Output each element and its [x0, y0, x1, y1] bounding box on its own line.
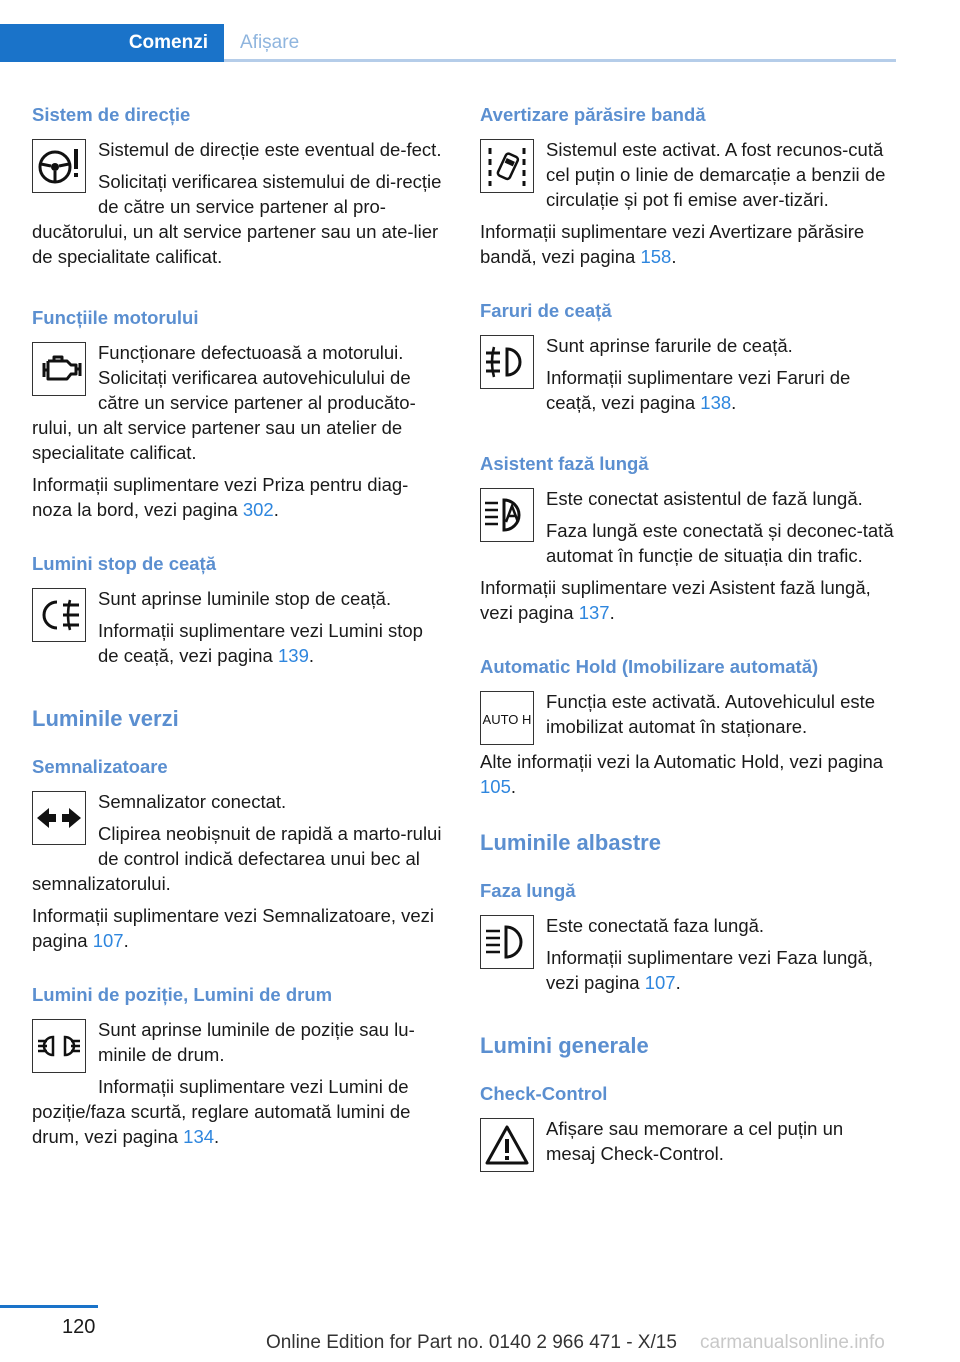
page-link-139[interactable]: 139	[278, 645, 309, 666]
page-link-137[interactable]: 137	[578, 602, 610, 623]
tab-comenzi[interactable]: Comenzi	[0, 24, 224, 62]
section-engine	[32, 306, 447, 522]
turn-text-2: Clipirea neobișnuit de rapidă a marto-rului de control indică defectarea unui bec al semnalizatorului.	[32, 823, 442, 894]
left-column	[32, 103, 447, 1186]
section-rear-fog	[32, 552, 447, 675]
high-beam-text-1: Este conectată faza lungă.	[546, 915, 765, 936]
rear-fog-text-2: Informații suplimentare vezi Lumini stop de ceață, vezi pagina 139.	[98, 620, 423, 666]
high-beam-icon	[480, 915, 534, 969]
engine-icon	[32, 342, 86, 396]
tab-afisare[interactable]: Afișare	[240, 32, 300, 53]
high-assist-text-3: Informații suplimentare vezi Asistent fază lungă, vezi pagina 137.	[480, 577, 871, 623]
page-link-158[interactable]: 158	[640, 246, 672, 267]
lane-text-2: Informații suplimentare vezi Avertizare părăsire bandă, vezi pagina 158.	[480, 221, 865, 267]
auto-hold-icon	[480, 691, 534, 745]
warning-triangle-icon	[480, 1118, 534, 1172]
steering-warning-icon	[32, 139, 86, 193]
page-link-107-turn[interactable]: 107	[92, 930, 124, 951]
turn-signal-arrows-icon	[32, 791, 86, 845]
heading-front-fog: Faruri de ceață	[480, 300, 612, 321]
auto-hold-icon-text: AUTO H	[482, 712, 532, 727]
section-lane-departure	[480, 103, 895, 269]
section-turn-signals	[32, 755, 447, 953]
page-link-105[interactable]: 105	[480, 776, 511, 797]
high-beam-text-2: Informații suplimentare vezi Faza lungă, vezi pagina 107.	[546, 947, 873, 993]
lane-text-1: Sistemul este activat. A fost recunos-cută cel puțin o linie de demarcație a benzii de circulație și pot fi emise aver-tizări.	[546, 139, 886, 210]
check-control-text-1: Afișare sau memorare a cel puțin un mesaj Check-Control.	[546, 1118, 844, 1164]
auto-hold-text-1: Funcția este activată. Autovehiculul este imobilizat automat în staționare.	[546, 691, 876, 737]
watermark: carmanualsonline.info	[700, 1332, 885, 1353]
page-link-302[interactable]: 302	[242, 499, 274, 520]
parking-text-2: Informații suplimentare vezi Lumini de poziție/faza scurtă, reglare automată lumini de drum, vezi pagina 134.	[32, 1076, 411, 1147]
parking-text-1: Sunt aprinse luminile de poziție sau lu-minile de drum.	[98, 1019, 415, 1065]
section-check-control	[480, 1082, 895, 1176]
page-link-134[interactable]: 134	[183, 1126, 215, 1147]
high-assist-text-1: Este conectat asistentul de fază lungă.	[546, 488, 863, 509]
heading-rear-fog: Lumini stop de ceață	[32, 553, 217, 574]
parking-lights-icon	[32, 1019, 86, 1073]
high-assist-text-2: Faza lungă este conectată și deconec-tată automat în funcție de situația din trafic.	[546, 520, 894, 566]
heading-green-lights: Luminile verzi	[32, 706, 179, 731]
front-fog-light-icon	[480, 335, 534, 389]
edition-note: Online Edition for Part no. 0140 2 966 471 - X/15	[266, 1332, 677, 1353]
section-parking-lights	[32, 983, 447, 1156]
heading-high-beam-assist: Asistent fază lungă	[480, 453, 649, 474]
heading-check-control: Check-Control	[480, 1083, 608, 1104]
lane-departure-icon	[480, 139, 534, 193]
rear-fog-text-1: Sunt aprinse luminile stop de ceață.	[98, 588, 392, 609]
heading-lane-departure: Avertizare părăsire bandă	[480, 104, 706, 125]
heading-turn-signals: Semnalizatoare	[32, 756, 168, 777]
heading-engine: Funcțiile motorului	[32, 307, 199, 328]
page-number: 120	[62, 1316, 96, 1338]
front-fog-text-1: Sunt aprinse farurile de ceață.	[546, 335, 793, 356]
auto-hold-text-2: Alte informații vezi la Automatic Hold, vezi pagina 105.	[480, 751, 884, 797]
front-fog-text-2: Informații suplimentare vezi Faruri de ceață, vezi pagina 138.	[546, 367, 851, 413]
high-beam-assistant-icon	[480, 488, 534, 542]
section-high-beam-assist	[480, 452, 895, 625]
chapter-tabs	[0, 24, 896, 62]
page-link-107-highbeam[interactable]: 107	[644, 972, 676, 993]
heading-high-beam: Faza lungă	[480, 880, 576, 901]
heading-steering: Sistem de direcție	[32, 104, 191, 125]
engine-text-1: Funcționare defectuoasă a motorului. Solicitați verificarea autovehiculului de către un service partener al producăto-rului, un alt service partener sau un atelier de specialitate calificat.	[32, 342, 416, 463]
heading-auto-hold: Automatic Hold (Imobilizare automată)	[480, 656, 819, 677]
section-front-fog	[480, 299, 895, 422]
rear-fog-light-icon	[32, 588, 86, 642]
heading-parking-lights: Lumini de poziție, Lumini de drum	[32, 984, 333, 1005]
header-rule	[224, 59, 896, 62]
heading-blue-lights: Luminile albastre	[480, 830, 661, 855]
steering-text-1: Sistemul de direcție este eventual de-fect.	[98, 139, 442, 160]
heading-general-lights: Lumini generale	[480, 1033, 649, 1058]
engine-text-2: Informații suplimentare vezi Priza pentru diag-noza la bord, vezi pagina 302.	[32, 474, 409, 520]
section-high-beam	[480, 879, 895, 1002]
section-auto-hold	[480, 655, 895, 799]
footer-rule	[0, 1305, 98, 1308]
section-steering	[32, 103, 447, 276]
turn-text-3: Informații suplimentare vezi Semnalizatoare, vezi pagina 107.	[32, 905, 435, 951]
right-column	[480, 103, 895, 1206]
steering-text-2: Solicitați verificarea sistemului de di-recție de către un service partener al pro-ducătorului, un alt service partener sau un ate-lier de specialitate calificat.	[32, 171, 442, 267]
page-link-138[interactable]: 138	[700, 392, 732, 413]
turn-text-1: Semnalizator conectat.	[98, 791, 287, 812]
